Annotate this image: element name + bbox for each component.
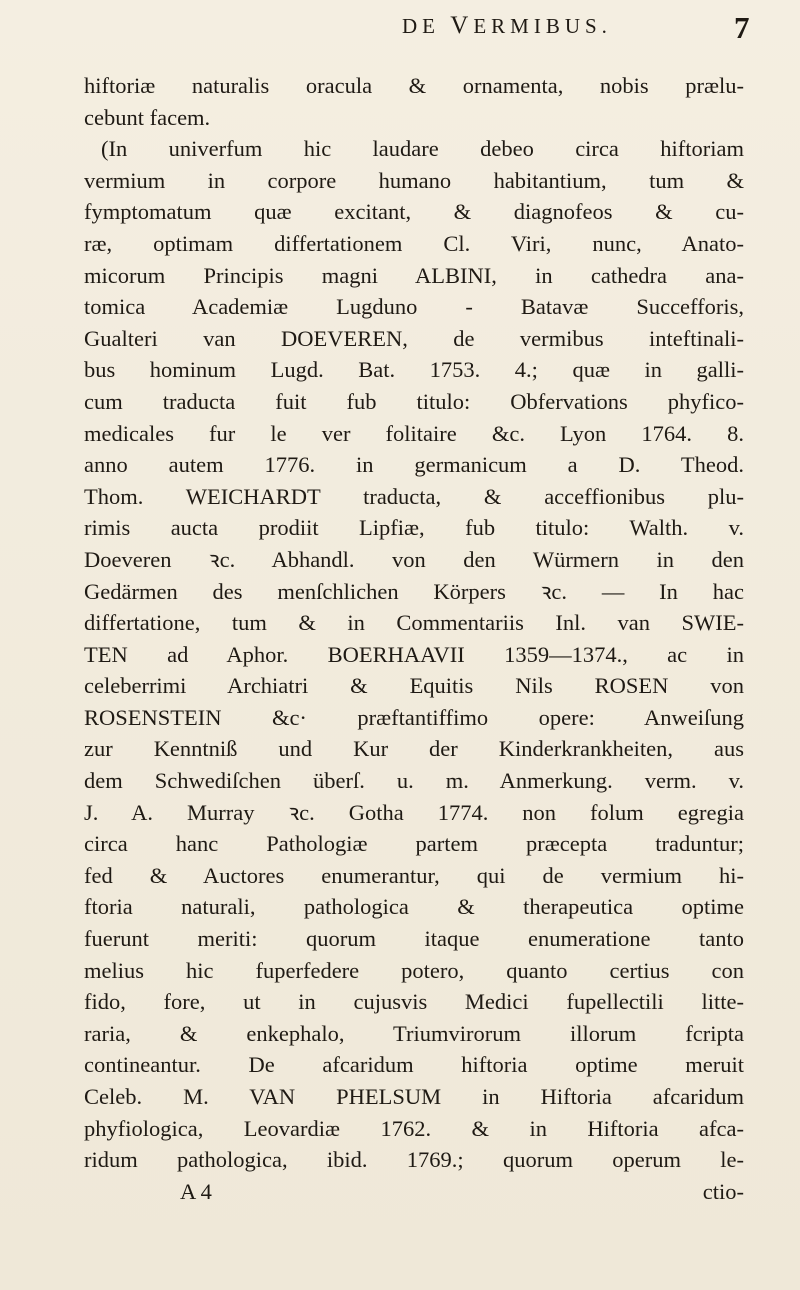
text-line: ftoria naturali, pathologica & therapeutica optime <box>84 894 744 920</box>
text-line: Gedärmen des menſchlichen Körpers ꝛc. — In hac <box>84 578 744 604</box>
text-line: fed & Auctores enumerantur, qui de vermium hi- <box>84 862 744 888</box>
text-line: medicales fur le ver folitaire &c. Lyon 1764. 8. <box>84 420 744 446</box>
text-line: (In univerfum hic laudare debeo circa hiftoriam <box>101 136 744 162</box>
text-line: vermium in corpore humano habitantium, tum & <box>84 167 744 193</box>
text-line: cebunt facem. <box>84 104 211 130</box>
running-head-rest: ERMIBUS. <box>473 14 612 38</box>
text-line: J. A. Murray ꝛc. Gotha 1774. non folum egregia <box>84 799 744 825</box>
text-line: fido, fore, ut in cujusvis Medici fupellectili litte- <box>84 989 744 1015</box>
text-line: Doeveren ꝛc. Abhandl. von den Würmern in den <box>84 546 744 572</box>
running-head-initial: V <box>450 12 474 39</box>
text-line: rimis aucta prodiit Lipfiæ, fub titulo: Walth. v. <box>84 515 744 541</box>
catchword: ctio- <box>702 1178 744 1204</box>
body-text <box>84 70 744 1207</box>
text-line: raria, & enkephalo, Triumvirorum illorum fcripta <box>84 1020 744 1046</box>
text-line: dem Schwediſchen überſ. u. m. Anmerkung. verm. v. <box>84 768 744 794</box>
text-line: differtatione, tum & in Commentariis Inl. van SWIE- <box>84 610 744 636</box>
page-header <box>0 12 800 48</box>
text-line: Gualteri van DOEVEREN, de vermibus inteftinali- <box>84 325 744 351</box>
text-line: ræ, optimam differtationem Cl. Viri, nunc, Anato- <box>84 230 744 256</box>
text-line: hiftoriæ naturalis oracula & ornamenta, nobis prælu- <box>84 73 744 98</box>
text-line: melius hic fuperfedere potero, quanto certius con <box>84 957 744 983</box>
page-footer <box>84 1176 744 1208</box>
running-head-prefix: DE <box>402 14 440 38</box>
text-line: tomica Academiæ Lugduno - Batavæ Succefforis, <box>84 294 744 320</box>
text-line: cum traducta fuit fub titulo: Obfervations phyfico- <box>84 388 744 414</box>
text-line: ridum pathologica, ibid. 1769.; quorum operum le- <box>84 1147 744 1173</box>
text-line: bus hominum Lugd. Bat. 1753. 4.; quæ in galli- <box>84 357 744 383</box>
text-line: fymptomatum quæ excitant, & diagnofeos & cu- <box>84 199 744 225</box>
running-head <box>402 12 612 40</box>
text-line: ROSENSTEIN &c· præftantiffimo opere: Anweiſung <box>84 704 744 730</box>
signature-mark: A 4 <box>180 1178 212 1204</box>
text-line: circa hanc Pathologiæ partem præcepta traduntur; <box>84 831 744 857</box>
text-line: zur Kenntniß und Kur der Kinderkrankheiten, aus <box>84 736 744 762</box>
text-line: celeberrimi Archiatri & Equitis Nils ROSEN von <box>84 673 744 699</box>
text-line: Thom. WEICHARDT traducta, & acceffionibus plu- <box>84 483 744 509</box>
text-line: fuerunt meriti: quorum itaque enumeratione tanto <box>84 926 744 952</box>
text-line: TEN ad Aphor. BOERHAAVII 1359—1374., ac in <box>84 641 744 667</box>
text-line: Celeb. M. VAN PHELSUM in Hiftoria afcaridum <box>84 1084 744 1109</box>
text-line: phyfiologica, Leovardiæ 1762. & in Hiftoria afca- <box>84 1115 744 1141</box>
page-number: 7 <box>734 10 750 45</box>
text-line: anno autem 1776. in germanicum a D. Theod. <box>84 452 744 478</box>
text-line: contineantur. De afcaridum hiftoria optime meruit <box>84 1052 744 1078</box>
text-line: micorum Principis magni ALBINI, in cathedra ana- <box>84 262 744 288</box>
